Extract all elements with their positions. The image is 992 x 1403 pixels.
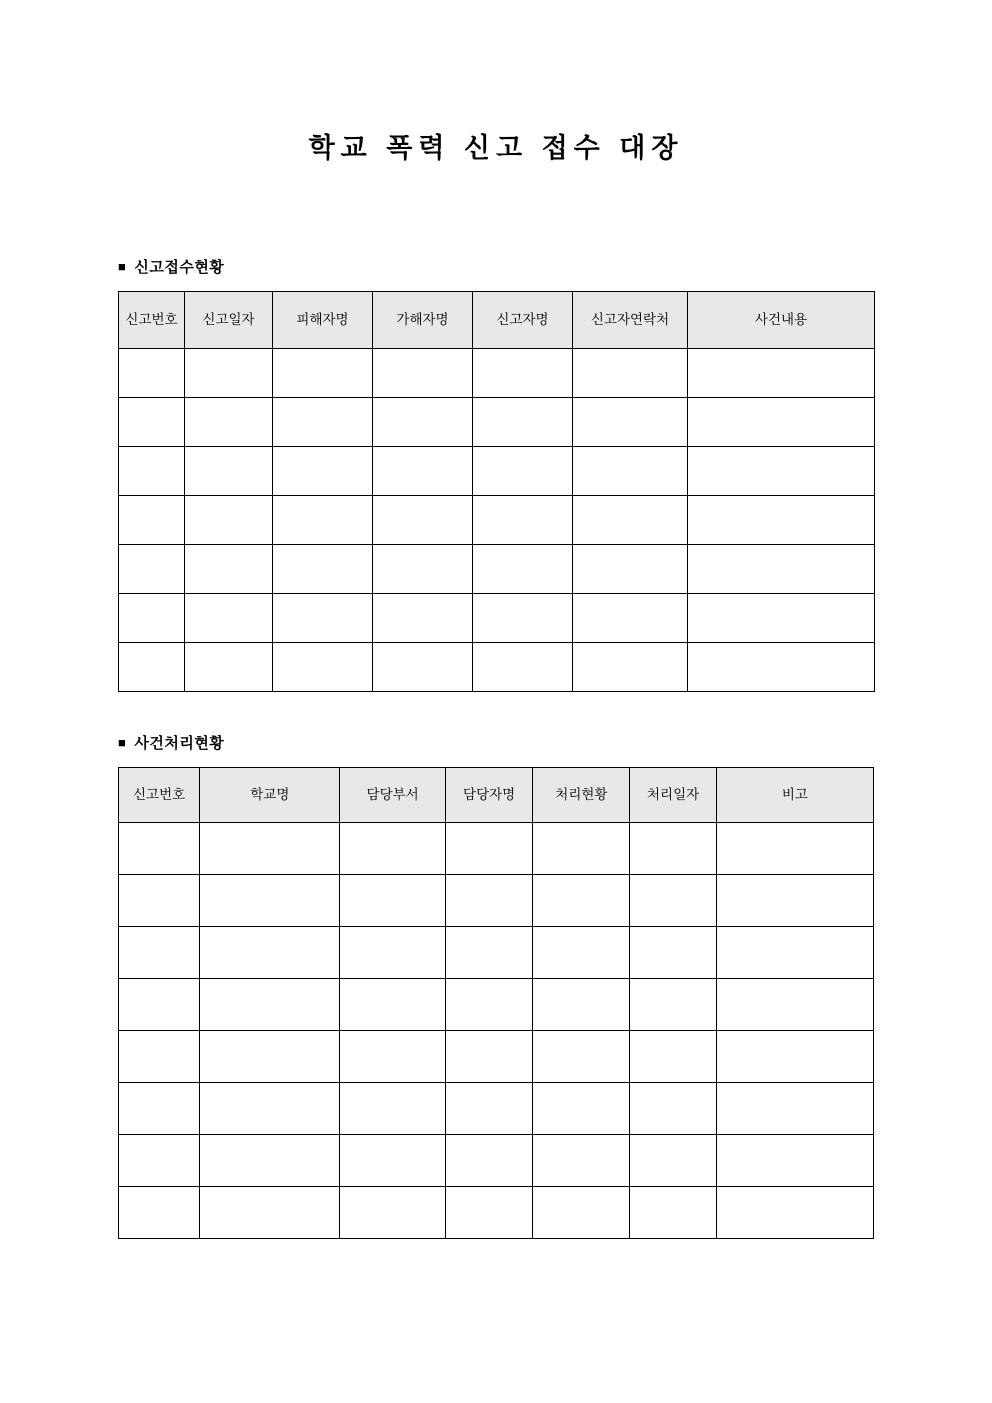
cell[interactable] bbox=[688, 349, 875, 398]
cell[interactable] bbox=[273, 398, 373, 447]
cell[interactable] bbox=[119, 1083, 200, 1135]
table-row bbox=[119, 545, 875, 594]
cell[interactable] bbox=[340, 1083, 445, 1135]
column-header-reporter-contact: 신고자연락처 bbox=[573, 292, 688, 349]
cell[interactable] bbox=[119, 927, 200, 979]
cell[interactable] bbox=[340, 823, 445, 875]
column-header-report-no: 신고번호 bbox=[119, 292, 185, 349]
cell[interactable] bbox=[716, 875, 873, 927]
cell[interactable] bbox=[340, 875, 445, 927]
table-row bbox=[119, 1031, 874, 1083]
cell[interactable] bbox=[716, 927, 873, 979]
cell[interactable] bbox=[119, 1135, 200, 1187]
cell[interactable] bbox=[185, 496, 273, 545]
table-row bbox=[119, 1135, 874, 1187]
cell[interactable] bbox=[473, 398, 573, 447]
cell[interactable] bbox=[200, 1135, 340, 1187]
cell[interactable] bbox=[533, 1135, 630, 1187]
bullet-square-icon: ■ bbox=[118, 735, 127, 751]
column-header-victim-name: 피해자명 bbox=[273, 292, 373, 349]
column-header-case-details: 사건내용 bbox=[688, 292, 875, 349]
cell[interactable] bbox=[119, 1031, 200, 1083]
cell[interactable] bbox=[688, 496, 875, 545]
cell[interactable] bbox=[573, 398, 688, 447]
column-header-reporter-name: 신고자명 bbox=[473, 292, 573, 349]
cell[interactable] bbox=[630, 979, 716, 1031]
cell[interactable] bbox=[119, 594, 185, 643]
cell[interactable] bbox=[340, 1187, 445, 1239]
column-header-report-no: 신고번호 bbox=[119, 768, 200, 823]
column-header-processing-status: 처리현황 bbox=[533, 768, 630, 823]
case-processing-table bbox=[118, 767, 874, 1239]
cell[interactable] bbox=[533, 979, 630, 1031]
cell[interactable] bbox=[445, 1083, 533, 1135]
column-header-offender-name: 가해자명 bbox=[373, 292, 473, 349]
cell[interactable] bbox=[185, 545, 273, 594]
cell[interactable] bbox=[716, 1031, 873, 1083]
column-header-school-name: 학교명 bbox=[200, 768, 340, 823]
cell[interactable] bbox=[200, 1187, 340, 1239]
cell[interactable] bbox=[273, 496, 373, 545]
cell[interactable] bbox=[688, 643, 875, 692]
table-row bbox=[119, 643, 875, 692]
cell[interactable] bbox=[533, 823, 630, 875]
cell[interactable] bbox=[533, 927, 630, 979]
section-spacer bbox=[118, 692, 874, 732]
cell[interactable] bbox=[445, 875, 533, 927]
cell[interactable] bbox=[573, 496, 688, 545]
table-row bbox=[119, 349, 875, 398]
cell[interactable] bbox=[119, 1187, 200, 1239]
cell[interactable] bbox=[185, 398, 273, 447]
cell[interactable] bbox=[119, 447, 185, 496]
section-heading-case-processing bbox=[118, 732, 874, 753]
cell[interactable] bbox=[630, 823, 716, 875]
cell[interactable] bbox=[688, 447, 875, 496]
cell[interactable] bbox=[445, 979, 533, 1031]
cell[interactable] bbox=[445, 1187, 533, 1239]
table-row bbox=[119, 447, 875, 496]
cell[interactable] bbox=[373, 545, 473, 594]
cell[interactable] bbox=[200, 823, 340, 875]
column-header-remarks: 비고 bbox=[716, 768, 873, 823]
cell[interactable] bbox=[473, 594, 573, 643]
cell[interactable] bbox=[533, 1031, 630, 1083]
cell[interactable] bbox=[119, 545, 185, 594]
cell[interactable] bbox=[119, 643, 185, 692]
bullet-square-icon: ■ bbox=[118, 259, 127, 275]
cell[interactable] bbox=[573, 349, 688, 398]
cell[interactable] bbox=[185, 349, 273, 398]
cell[interactable] bbox=[716, 1135, 873, 1187]
cell[interactable] bbox=[573, 643, 688, 692]
table-header-row bbox=[119, 768, 874, 823]
table-row bbox=[119, 1187, 874, 1239]
cell[interactable] bbox=[373, 349, 473, 398]
cell[interactable] bbox=[573, 545, 688, 594]
cell[interactable] bbox=[716, 979, 873, 1031]
table-row bbox=[119, 398, 875, 447]
table-row bbox=[119, 927, 874, 979]
cell[interactable] bbox=[630, 875, 716, 927]
column-header-officer-name: 담당자명 bbox=[445, 768, 533, 823]
cell[interactable] bbox=[119, 979, 200, 1031]
cell[interactable] bbox=[473, 643, 573, 692]
cell[interactable] bbox=[445, 1031, 533, 1083]
cell[interactable] bbox=[119, 823, 200, 875]
cell[interactable] bbox=[340, 927, 445, 979]
cell[interactable] bbox=[273, 349, 373, 398]
cell[interactable] bbox=[200, 979, 340, 1031]
cell[interactable] bbox=[273, 447, 373, 496]
cell[interactable] bbox=[200, 1083, 340, 1135]
cell[interactable] bbox=[688, 594, 875, 643]
cell[interactable] bbox=[119, 875, 200, 927]
cell[interactable] bbox=[630, 1083, 716, 1135]
cell[interactable] bbox=[340, 1031, 445, 1083]
cell[interactable] bbox=[473, 447, 573, 496]
cell[interactable] bbox=[200, 1031, 340, 1083]
cell[interactable] bbox=[273, 545, 373, 594]
table-row bbox=[119, 979, 874, 1031]
cell[interactable] bbox=[716, 1187, 873, 1239]
cell[interactable] bbox=[373, 496, 473, 545]
cell[interactable] bbox=[185, 594, 273, 643]
cell[interactable] bbox=[119, 349, 185, 398]
cell[interactable] bbox=[630, 1135, 716, 1187]
cell[interactable] bbox=[630, 1187, 716, 1239]
cell[interactable] bbox=[473, 496, 573, 545]
table-row bbox=[119, 594, 875, 643]
cell[interactable] bbox=[630, 927, 716, 979]
cell[interactable] bbox=[200, 927, 340, 979]
table-row bbox=[119, 496, 875, 545]
cell[interactable] bbox=[573, 594, 688, 643]
cell[interactable] bbox=[185, 447, 273, 496]
cell[interactable] bbox=[185, 643, 273, 692]
cell[interactable] bbox=[533, 1083, 630, 1135]
column-header-processing-date: 처리일자 bbox=[630, 768, 716, 823]
cell[interactable] bbox=[373, 594, 473, 643]
table-row bbox=[119, 823, 874, 875]
table-header-row bbox=[119, 292, 875, 349]
page-title: 학교 폭력 신고 접수 대장 bbox=[308, 133, 684, 163]
cell[interactable] bbox=[688, 545, 875, 594]
cell[interactable] bbox=[630, 1031, 716, 1083]
cell[interactable] bbox=[445, 823, 533, 875]
cell[interactable] bbox=[473, 349, 573, 398]
cell[interactable] bbox=[340, 1135, 445, 1187]
cell[interactable] bbox=[200, 875, 340, 927]
cell[interactable] bbox=[273, 643, 373, 692]
cell[interactable] bbox=[340, 979, 445, 1031]
cell[interactable] bbox=[533, 1187, 630, 1239]
table-row bbox=[119, 1083, 874, 1135]
cell[interactable] bbox=[716, 1083, 873, 1135]
cell[interactable] bbox=[573, 447, 688, 496]
cell[interactable] bbox=[533, 875, 630, 927]
cell[interactable] bbox=[119, 496, 185, 545]
report-status-table bbox=[118, 291, 875, 692]
cell[interactable] bbox=[688, 398, 875, 447]
section-heading-report-status bbox=[118, 256, 874, 277]
column-header-report-date: 신고일자 bbox=[185, 292, 273, 349]
cell[interactable] bbox=[273, 594, 373, 643]
cell[interactable] bbox=[373, 643, 473, 692]
column-header-department: 담당부서 bbox=[340, 768, 445, 823]
section2-heading-label: 사건처리현황 bbox=[134, 735, 225, 753]
cell[interactable] bbox=[445, 1135, 533, 1187]
cell[interactable] bbox=[716, 823, 873, 875]
table-row bbox=[119, 875, 874, 927]
cell[interactable] bbox=[473, 545, 573, 594]
cell[interactable] bbox=[119, 398, 185, 447]
cell[interactable] bbox=[373, 447, 473, 496]
section1-heading-label: 신고접수현황 bbox=[134, 259, 225, 277]
cell[interactable] bbox=[445, 927, 533, 979]
cell[interactable] bbox=[373, 398, 473, 447]
